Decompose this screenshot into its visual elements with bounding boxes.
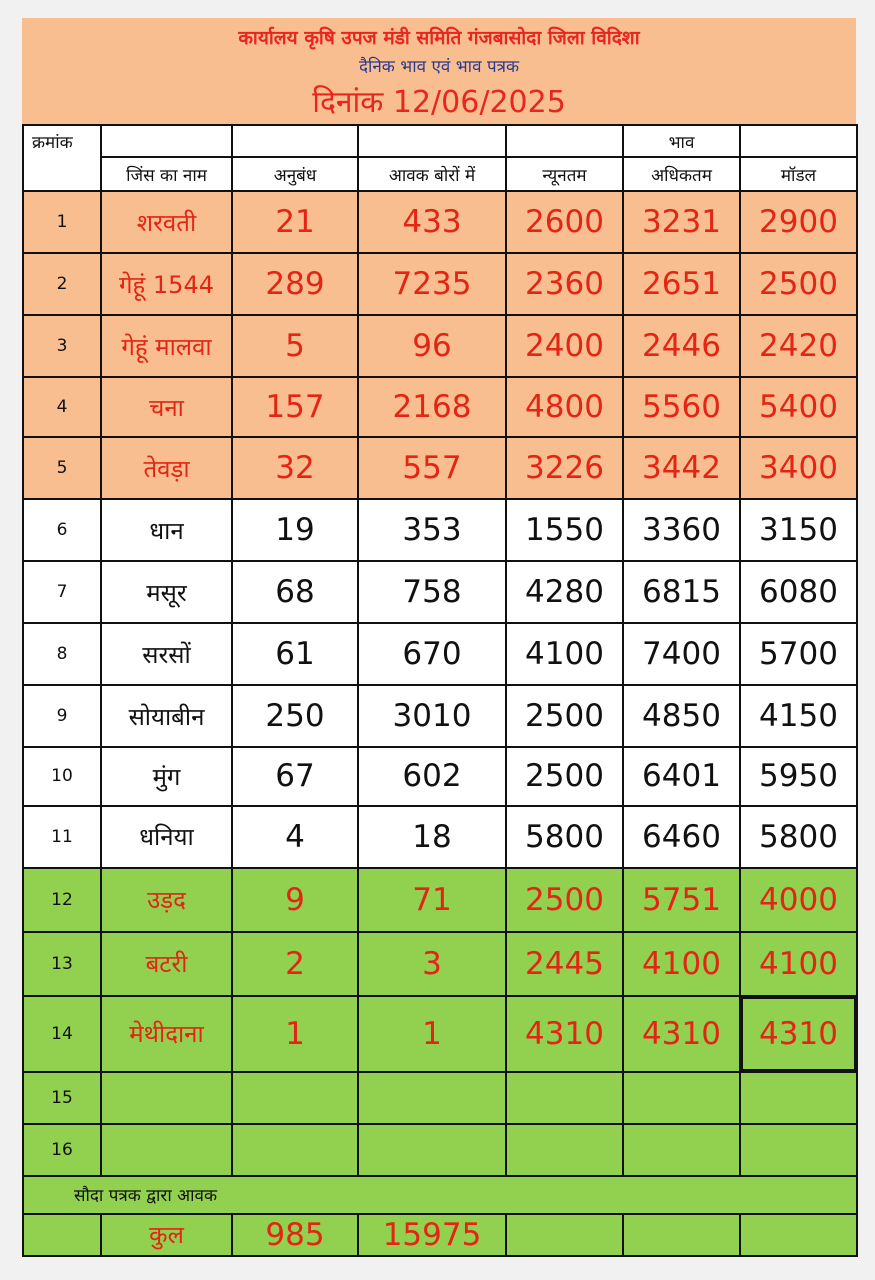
table-row <box>23 623 857 685</box>
table-row <box>23 315 857 377</box>
table-row <box>23 996 857 1072</box>
cell-contract: 5 <box>232 315 358 377</box>
cell-modal <box>740 1124 857 1176</box>
cell-modal: 2500 <box>740 253 857 315</box>
cell-modal: 4310 <box>740 996 857 1072</box>
cell-name: धान <box>101 499 232 561</box>
cell-sr: 10 <box>23 747 101 805</box>
cell-min: 1550 <box>506 499 623 561</box>
cell-contract: 1 <box>232 996 358 1072</box>
table-row <box>23 747 857 805</box>
cell-sr: 6 <box>23 499 101 561</box>
cell-name <box>101 1072 232 1124</box>
cell-contract: 9 <box>232 868 358 932</box>
header-blank <box>101 125 232 157</box>
col-contract-header: अनुबंध <box>232 157 358 191</box>
cell-contract: 2 <box>232 932 358 996</box>
cell-sr: 8 <box>23 623 101 685</box>
cell-name: चना <box>101 377 232 437</box>
footnote-row <box>23 1176 857 1214</box>
cell-sr: 5 <box>23 437 101 499</box>
cell-max: 4310 <box>623 996 740 1072</box>
total-contract: 985 <box>232 1214 358 1256</box>
total-blank <box>623 1214 740 1256</box>
cell-sr: 2 <box>23 253 101 315</box>
table-row <box>23 191 857 253</box>
cell-sr: 3 <box>23 315 101 377</box>
cell-contract: 68 <box>232 561 358 623</box>
cell-modal <box>740 1072 857 1124</box>
cell-modal: 2900 <box>740 191 857 253</box>
table-row <box>23 561 857 623</box>
cell-sr: 1 <box>23 191 101 253</box>
cell-arrival: 670 <box>358 623 506 685</box>
cell-max: 4850 <box>623 685 740 747</box>
cell-contract: 61 <box>232 623 358 685</box>
cell-max: 6815 <box>623 561 740 623</box>
cell-max: 4100 <box>623 932 740 996</box>
cell-max: 3360 <box>623 499 740 561</box>
cell-sr: 9 <box>23 685 101 747</box>
cell-min: 3226 <box>506 437 623 499</box>
cell-min: 4100 <box>506 623 623 685</box>
cell-max: 5560 <box>623 377 740 437</box>
cell-arrival: 3 <box>358 932 506 996</box>
cell-min: 2500 <box>506 747 623 805</box>
cell-min: 2600 <box>506 191 623 253</box>
cell-modal: 2420 <box>740 315 857 377</box>
cell-max: 2651 <box>623 253 740 315</box>
cell-modal: 5400 <box>740 377 857 437</box>
total-arrival: 15975 <box>358 1214 506 1256</box>
cell-name: सोयाबीन <box>101 685 232 747</box>
sheet-header <box>22 18 856 124</box>
cell-contract: 4 <box>232 806 358 868</box>
header-row-top <box>23 125 857 157</box>
cell-min: 2445 <box>506 932 623 996</box>
cell-name: गेहूं 1544 <box>101 253 232 315</box>
cell-name: शरवती <box>101 191 232 253</box>
col-modal-header: मॉडल <box>740 157 857 191</box>
sheet-subtitle: दैनिक भाव एवं भाव पत्रक <box>358 57 520 77</box>
header-blank <box>23 157 101 191</box>
cell-sr: 16 <box>23 1124 101 1176</box>
cell-arrival: 2168 <box>358 377 506 437</box>
cell-sr: 4 <box>23 377 101 437</box>
cell-max: 3442 <box>623 437 740 499</box>
cell-name: तेवड़ा <box>101 437 232 499</box>
cell-max: 6401 <box>623 747 740 805</box>
cell-contract <box>232 1072 358 1124</box>
table-row <box>23 932 857 996</box>
total-blank <box>740 1214 857 1256</box>
cell-max: 5751 <box>623 868 740 932</box>
cell-name <box>101 1124 232 1176</box>
cell-modal: 4000 <box>740 868 857 932</box>
cell-max <box>623 1124 740 1176</box>
table-row <box>23 868 857 932</box>
price-table <box>22 124 858 1257</box>
cell-min: 2500 <box>506 868 623 932</box>
header-blank <box>740 125 857 157</box>
table-row <box>23 253 857 315</box>
cell-contract: 32 <box>232 437 358 499</box>
cell-min <box>506 1124 623 1176</box>
cell-arrival: 1 <box>358 996 506 1072</box>
table-row <box>23 1124 857 1176</box>
cell-min: 5800 <box>506 806 623 868</box>
table-row <box>23 1072 857 1124</box>
col-name-header: जिंस का नाम <box>101 157 232 191</box>
cell-modal: 4100 <box>740 932 857 996</box>
cell-min: 2360 <box>506 253 623 315</box>
cell-name: धनिया <box>101 806 232 868</box>
cell-min: 4800 <box>506 377 623 437</box>
cell-contract: 21 <box>232 191 358 253</box>
cell-max: 7400 <box>623 623 740 685</box>
cell-arrival: 71 <box>358 868 506 932</box>
cell-sr: 7 <box>23 561 101 623</box>
cell-modal: 4150 <box>740 685 857 747</box>
cell-modal: 5950 <box>740 747 857 805</box>
footnote-text: सौदा पत्रक द्वारा आवक <box>23 1176 857 1214</box>
cell-contract: 19 <box>232 499 358 561</box>
table-row <box>23 499 857 561</box>
header-row <box>23 157 857 191</box>
cell-name: मुंग <box>101 747 232 805</box>
cell-max <box>623 1072 740 1124</box>
cell-name: मेथीदाना <box>101 996 232 1072</box>
col-price-group-header: भाव <box>623 125 740 157</box>
cell-sr: 12 <box>23 868 101 932</box>
cell-arrival: 602 <box>358 747 506 805</box>
office-name: कार्यालय कृषि उपज मंडी समिति गंजबासोदा जिला विदिशा <box>238 27 640 49</box>
cell-sr: 14 <box>23 996 101 1072</box>
table-row <box>23 437 857 499</box>
cell-min: 4310 <box>506 996 623 1072</box>
cell-min: 2500 <box>506 685 623 747</box>
cell-arrival: 96 <box>358 315 506 377</box>
cell-arrival <box>358 1124 506 1176</box>
cell-name: मसूर <box>101 561 232 623</box>
header-blank <box>232 125 358 157</box>
cell-arrival: 433 <box>358 191 506 253</box>
total-blank <box>23 1214 101 1256</box>
table-row <box>23 806 857 868</box>
cell-contract <box>232 1124 358 1176</box>
cell-max: 3231 <box>623 191 740 253</box>
cell-contract: 157 <box>232 377 358 437</box>
cell-name: गेहूं मालवा <box>101 315 232 377</box>
cell-modal: 5700 <box>740 623 857 685</box>
cell-sr: 13 <box>23 932 101 996</box>
cell-name: बटरी <box>101 932 232 996</box>
cell-arrival: 557 <box>358 437 506 499</box>
table-row <box>23 377 857 437</box>
cell-max: 6460 <box>623 806 740 868</box>
cell-arrival: 758 <box>358 561 506 623</box>
cell-min: 4280 <box>506 561 623 623</box>
cell-max: 2446 <box>623 315 740 377</box>
cell-arrival <box>358 1072 506 1124</box>
cell-sr: 11 <box>23 806 101 868</box>
col-arrival-header: आवक बोरों में <box>358 157 506 191</box>
cell-contract: 250 <box>232 685 358 747</box>
sheet-date: दिनांक 12/06/2025 <box>312 85 566 120</box>
cell-arrival: 3010 <box>358 685 506 747</box>
total-label: कुल <box>101 1214 232 1256</box>
cell-sr: 15 <box>23 1072 101 1124</box>
cell-contract: 67 <box>232 747 358 805</box>
cell-contract: 289 <box>232 253 358 315</box>
col-serial-header: क्रमांक <box>23 125 101 157</box>
cell-arrival: 7235 <box>358 253 506 315</box>
cell-modal: 3400 <box>740 437 857 499</box>
cell-min <box>506 1072 623 1124</box>
total-blank <box>506 1214 623 1256</box>
col-min-header: न्यूनतम <box>506 157 623 191</box>
header-blank <box>506 125 623 157</box>
cell-arrival: 18 <box>358 806 506 868</box>
cell-name: उड़द <box>101 868 232 932</box>
cell-min: 2400 <box>506 315 623 377</box>
total-row <box>23 1214 857 1256</box>
header-blank <box>358 125 506 157</box>
cell-modal: 3150 <box>740 499 857 561</box>
cell-arrival: 353 <box>358 499 506 561</box>
table-row <box>23 685 857 747</box>
col-max-header: अधिकतम <box>623 157 740 191</box>
cell-name: सरसों <box>101 623 232 685</box>
cell-modal: 6080 <box>740 561 857 623</box>
cell-modal: 5800 <box>740 806 857 868</box>
